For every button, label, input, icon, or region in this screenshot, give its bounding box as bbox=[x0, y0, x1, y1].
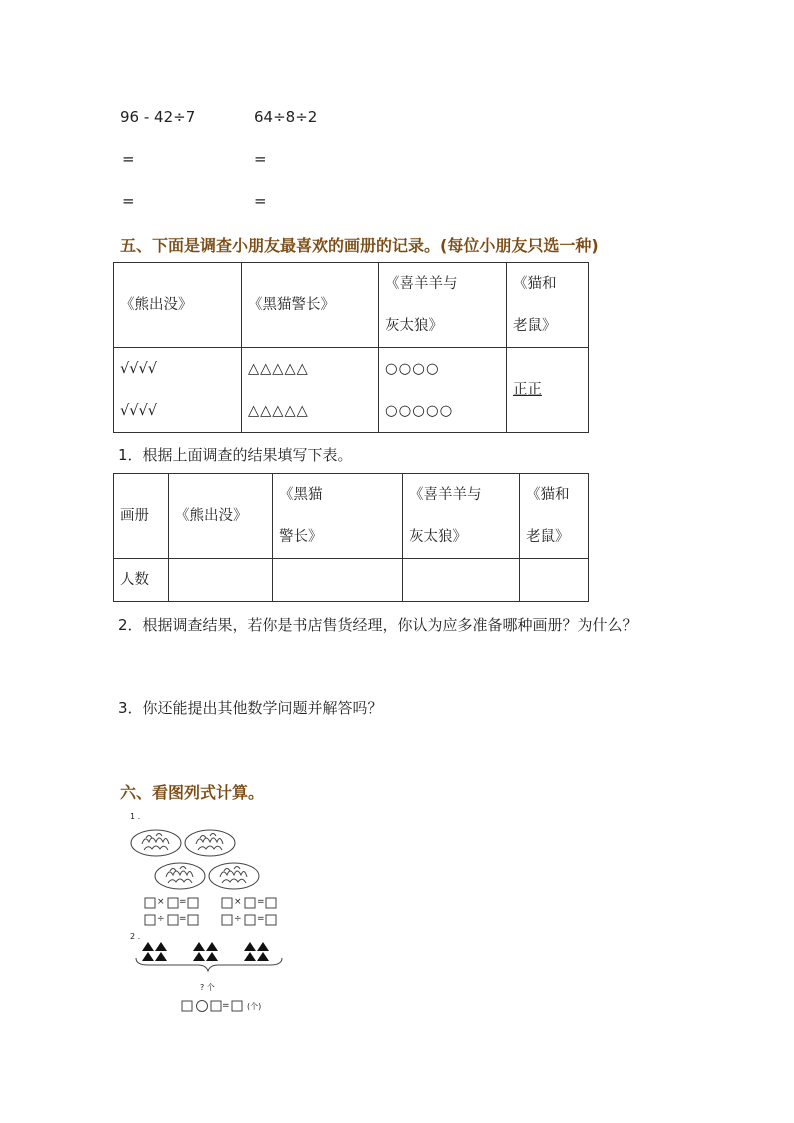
header-cell: 《猫和 老鼠》 bbox=[507, 263, 589, 348]
equals-sign: = bbox=[179, 897, 187, 907]
equals-sign: = bbox=[122, 192, 135, 210]
expression-1: 96 - 42÷7 bbox=[120, 108, 196, 126]
multiply-sign: × bbox=[234, 897, 242, 907]
equals-sign: = bbox=[122, 150, 135, 168]
answer-cell[interactable] bbox=[403, 559, 520, 602]
header-cell: 《熊出没》 bbox=[169, 474, 273, 559]
header-cell: 《熊出没》 bbox=[114, 263, 242, 348]
figure-2-label: 2 . bbox=[130, 932, 141, 941]
plate-icon bbox=[131, 830, 181, 856]
header-cell: 《黑猫 警长》 bbox=[273, 474, 403, 559]
count-fill-table bbox=[113, 473, 589, 602]
tally-cell: △△△△△ △△△△△ bbox=[242, 348, 379, 433]
question-1: 1．根据上面调查的结果填写下表。 bbox=[118, 446, 353, 464]
label-cell: 画册 bbox=[114, 474, 169, 559]
tally-cell: √√√√ √√√√ bbox=[114, 348, 242, 433]
equals-sign: = bbox=[254, 192, 267, 210]
section-6-heading: 六、看图列式计算。 bbox=[120, 783, 265, 802]
figure-area bbox=[128, 808, 298, 1018]
header-cell: 《喜羊羊与 灰太狼》 bbox=[403, 474, 520, 559]
multiply-sign: × bbox=[157, 897, 165, 907]
label-cell: 人数 bbox=[114, 559, 169, 602]
question-2: 2．根据调查结果，若你是书店售货经理，你认为应多准备哪种画册？为什么？ bbox=[118, 616, 638, 634]
question-3: 3．你还能提出其他数学问题并解答吗？ bbox=[118, 699, 383, 717]
plate-icon bbox=[185, 830, 235, 856]
answer-cell[interactable] bbox=[273, 559, 403, 602]
expression-2: 64÷8÷2 bbox=[254, 108, 318, 126]
header-cell: 《喜羊羊与 灰太狼》 bbox=[379, 263, 507, 348]
tally-cell: 正正 bbox=[507, 348, 589, 433]
unknown-count-label: ? 个 bbox=[200, 983, 215, 992]
plate-icon bbox=[155, 863, 205, 889]
answer-cell[interactable] bbox=[169, 559, 273, 602]
divide-sign: ÷ bbox=[234, 914, 242, 924]
plate-icon bbox=[209, 863, 259, 889]
divide-sign: ÷ bbox=[157, 914, 165, 924]
equals-sign: = bbox=[179, 914, 187, 924]
equals-sign: = bbox=[257, 897, 265, 907]
equals-sign: = bbox=[222, 1001, 230, 1011]
answer-cell[interactable] bbox=[520, 559, 589, 602]
figure-1-label: 1 . bbox=[130, 812, 141, 821]
equals-sign: = bbox=[254, 150, 267, 168]
section-5-heading: 五、下面是调查小朋友最喜欢的画册的记录。(每位小朋友只选一种) bbox=[120, 236, 599, 255]
triangle-icon bbox=[142, 942, 269, 961]
survey-tally-table bbox=[113, 262, 589, 433]
equals-sign: = bbox=[257, 914, 265, 924]
unit-label: (个) bbox=[247, 1002, 262, 1011]
header-cell: 《猫和 老鼠》 bbox=[520, 474, 589, 559]
header-cell: 《黑猫警长》 bbox=[242, 263, 379, 348]
tally-cell: ○○○○ ○○○○○ bbox=[379, 348, 507, 433]
